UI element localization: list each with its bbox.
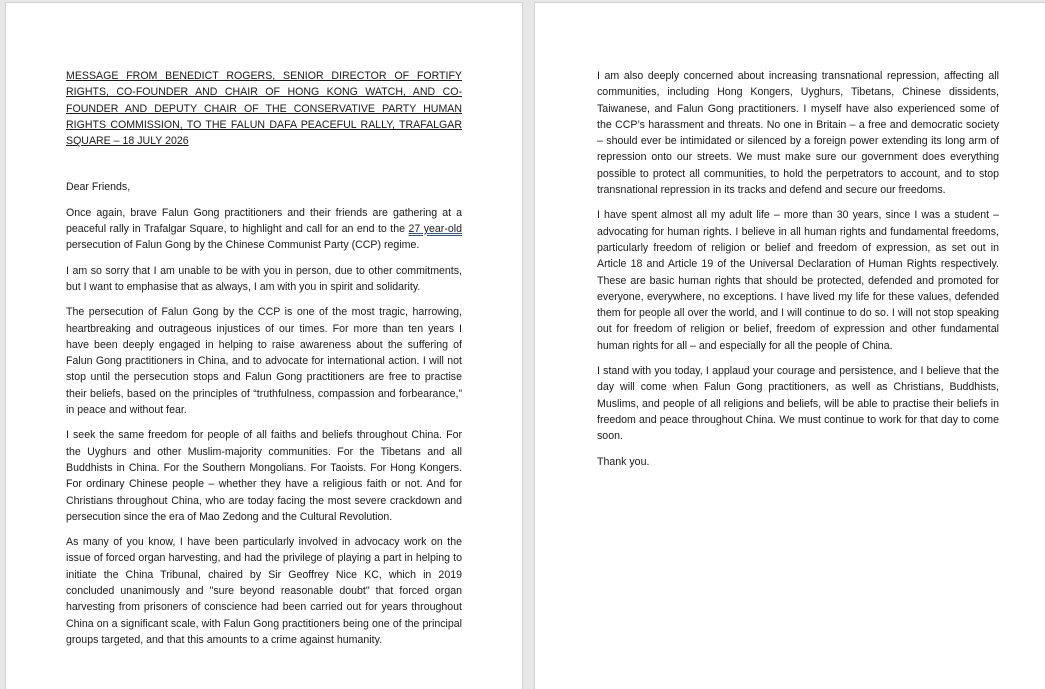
flagged-phrase[interactable]: 27 year-old [408, 223, 462, 236]
paragraph-4: I seek the same freedom for people of all faiths and beliefs throughout China. For the Uyghurs and other Muslim-majority communities. For the Tibetans and all Buddhists in China. For the Southern Mongolians. For Taoists. For Hong Kongers. For ordinary Chinese people – whether they have a religious faith or not. And for Christians throughout China, who are today facing the most severe crackdown and persecution since the era of Mao Zedong and the Cultural Revolution. [66, 429, 462, 523]
closing: Thank you. [597, 455, 650, 468]
salutation: Dear Friends, [66, 181, 131, 194]
paragraph-1-text-start: Once again, brave Falun Gong practitioners and their friends are gathering at a peaceful rally in Trafalgar Square, to highlight and call for an end to the [66, 206, 462, 236]
paragraph-1 [66, 205, 462, 254]
paragraph-1-text-end: persecution of Falun Gong by the Chinese Communist Party (CCP) regime. [66, 239, 420, 252]
paragraph-7: I have spent almost all my adult life – more than 30 years, since I was a student – advocating for human rights. I believe in all human rights and fundamental freedoms, particularly freedom of religion or belief and freedom of expression, as set out in Article 18 and Article 19 of the Universal Declaration of Human Rights respectively. These are basic human rights that should be protected, defended and promoted for everyone, everywhere, no exceptions. I have lived my life for these values, defended them for people all over the world, and I will continue to do so. I will not stop speaking out for freedom of religion or belief, freedom of expression and other fundamental human rights for all – and especially for all the people of China. [597, 209, 999, 352]
paragraph-6: I am also deeply concerned about increasing transnational repression, affecting all communities, including Hong Kongers, Uyghurs, Tibetans, Chinese dissidents, Taiwanese, and Falun Gong practitioners. I myself have also experienced some of the CCP’s harassment and threats. No one in Britain – a free and democratic society – should ever be intimidated or silenced by a foreign power extending its long arm of repression onto our streets. We must make sure our government does everything possible to protect all communities, to hold the perpetrators to account, and to stop transnational repression in its tracks and defend and secure our freedoms. [597, 70, 999, 197]
document-page-1[interactable] [6, 3, 522, 689]
paragraph-2: I am so sorry that I am unable to be with you in person, due to other commitments, but I want to emphasise that as always, I am with you in spirit and solidarity. [66, 264, 462, 293]
document-heading: MESSAGE FROM BENEDICT ROGERS, SENIOR DIRECTOR OF FORTIFY RIGHTS, CO-FOUNDER AND CHAIR OF HONG KONG WATCH, AND CO-FOUNDER AND DEPUTY CHAIR OF THE CONSERVATIVE PARTY HUMAN RIGHTS COMMISSION, TO THE FALUN DAFA PEACEFUL RALLY, TRAFALGAR SQUARE – 18 JULY 2026 [66, 70, 462, 148]
paragraph-3: The persecution of Falun Gong by the CCP is one of the most tragic, harrowing, heartbreaking and outrageous injustices of our times. For more than ten years I have been deeply engaged in helping to raise awareness about the suffering of Falun Gong practitioners in China, and to advocate for international action. I will not stop until the persecution stops and Falun Gong practitioners are free to practise their beliefs, based on the principles of “truthfulness, compassion and forbearance,” in peace and without fear. [66, 306, 462, 417]
paragraph-5: As many of you know, I have been particularly involved in advocacy work on the issue of forced organ harvesting, and had the privilege of playing a part in helping to initiate the China Tribunal, chaired by Sir Geoffrey Nice KC, which in 2019 concluded unanimously and "sure beyond reasonable doubt" that forced organ harvesting from prisoners of conscience had been carried out for years throughout China on a significant scale, with Falun Gong practitioners being one of the principal groups targeted, and that this amounts to a crime against humanity. [66, 536, 462, 646]
document-page-2[interactable] [535, 3, 1045, 689]
paragraph-8: I stand with you today, I applaud your courage and persistence, and I believe that the day will come when Falun Gong practitioners, as well as Christians, Buddhists, Muslims, and people of all religions and beliefs, will be able to practise their beliefs in freedom and peace throughout China. We must continue to work for that day to come soon. [597, 365, 999, 443]
